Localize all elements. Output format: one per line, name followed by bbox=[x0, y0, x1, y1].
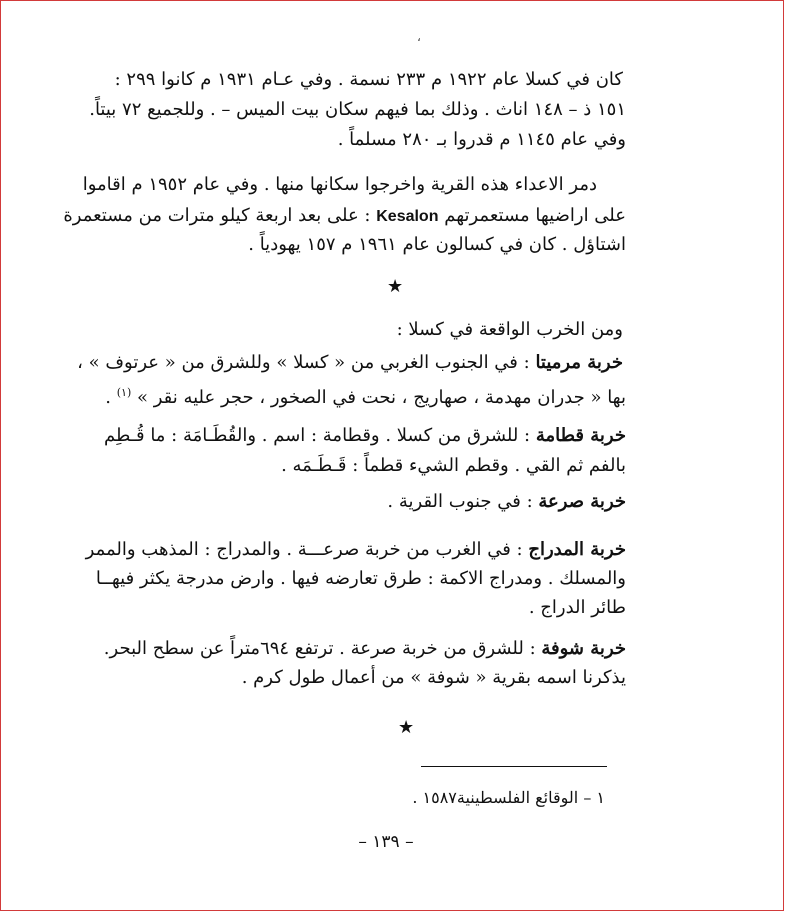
settlement-text-after: : على بعد اربعة كيلو مترات من مستعمرة bbox=[63, 205, 371, 226]
section-star-divider-bottom: ★ bbox=[398, 717, 415, 738]
ruin-marmita-text: : في الجنوب الغربي من « كسلا » وللشرق من « عرتوف » ، bbox=[77, 352, 530, 373]
ruin-shufa-name: خربة شوفة bbox=[541, 638, 626, 659]
settlement-text-before: على اراضيها مستعمرتهم bbox=[444, 205, 626, 226]
ruin-midraj-line-2: والمسلك . ومدراج الاكمة : طرق تعارضه فيها . وارض مدرجة يكثر فيهــا bbox=[95, 568, 626, 589]
header-mark: ، bbox=[417, 30, 421, 44]
paragraph-population-line-2: ١٥١ ذ – ١٤٨ اناث . وذلك بما فيهم سكان بيت الميس – . وللجميع ٧٢ بيتاً. bbox=[89, 99, 626, 120]
ruin-midraj-line-3: طائر الدراج . bbox=[528, 597, 626, 618]
ruin-shufa-text: : للشرق من خربة صرعة . ترتفع ٦٩٤متراً عن سطح البحر. bbox=[103, 638, 536, 659]
ruin-midraj-name: خربة المدراج bbox=[528, 539, 626, 560]
ruin-marmita-end: . bbox=[105, 387, 111, 408]
ruin-marmita-description: بها « جدران مهدمة ، صهاريج ، نحت في الصخور ، حجر عليه نقر » bbox=[136, 387, 626, 408]
footnote-separator bbox=[421, 766, 607, 767]
ruin-midraj-line-1 bbox=[0, 538, 783, 562]
page-number: – ١٣٩ – bbox=[358, 832, 414, 852]
ruin-shufa-line-1 bbox=[0, 637, 783, 661]
ruins-intro: ومن الخرب الواقعة في كسلا : bbox=[396, 319, 623, 340]
ruin-sara-name: خربة صرعة bbox=[538, 491, 626, 512]
ruin-qatama-line-1 bbox=[0, 424, 783, 448]
footnote-reference: (١) bbox=[116, 386, 132, 399]
ruin-qatama-name: خربة قطامة bbox=[535, 425, 626, 446]
paragraph-settlement-line-1: دمر الاعداء هذه القرية واخرجوا سكانها منها . وفي عام ١٩٥٢ م اقاموا bbox=[82, 174, 597, 195]
ruin-shufa-line-2: يذكرنا اسمه بقرية « شوفة » من أعمال طول كرم . bbox=[241, 667, 626, 688]
paragraph-settlement-line-2 bbox=[0, 204, 783, 229]
footnote: ١ – الوقائع الفلسطينية١٥٨٧ . bbox=[412, 788, 605, 807]
paragraph-population-line-1: كان في كسلا عام ١٩٢٢ م ٢٣٣ نسمة . وفي عـام ١٩٣١ م كانوا ٢٩٩ : bbox=[114, 69, 623, 90]
ruin-sara-text: : في جنوب القرية . bbox=[387, 491, 533, 512]
paragraph-settlement-line-3: اشتاؤل . كان في كسالون عام ١٩٦١ م ١٥٧ يهودياً . bbox=[248, 234, 626, 255]
section-star-divider-top: ★ bbox=[387, 276, 404, 297]
ruin-marmita-line-2 bbox=[0, 381, 783, 410]
ruin-marmita-line-1 bbox=[0, 351, 783, 375]
ruin-marmita-name: خربة مرميتا bbox=[535, 352, 623, 373]
ruin-qatama-line-2: بالفم ثم القي . وقطم الشيء قطماً : قَـطَـمَه . bbox=[281, 455, 626, 476]
ruin-midraj-text: : في الغرب من خربة صرعـــة . والمدراج : المذهب والممر bbox=[85, 539, 523, 560]
paragraph-population-line-3: وفي عام ١١٤٥ م قدروا بـ ٢٨٠ مسلماً . bbox=[337, 129, 626, 150]
settlement-latin-name: Kesalon bbox=[376, 208, 439, 225]
ruin-qatama-text: : للشرق من كسلا . وقطامة : اسم . والقُطَـامَة : ما قُـطِم bbox=[103, 425, 531, 446]
ruin-sara-line-1 bbox=[0, 490, 783, 514]
